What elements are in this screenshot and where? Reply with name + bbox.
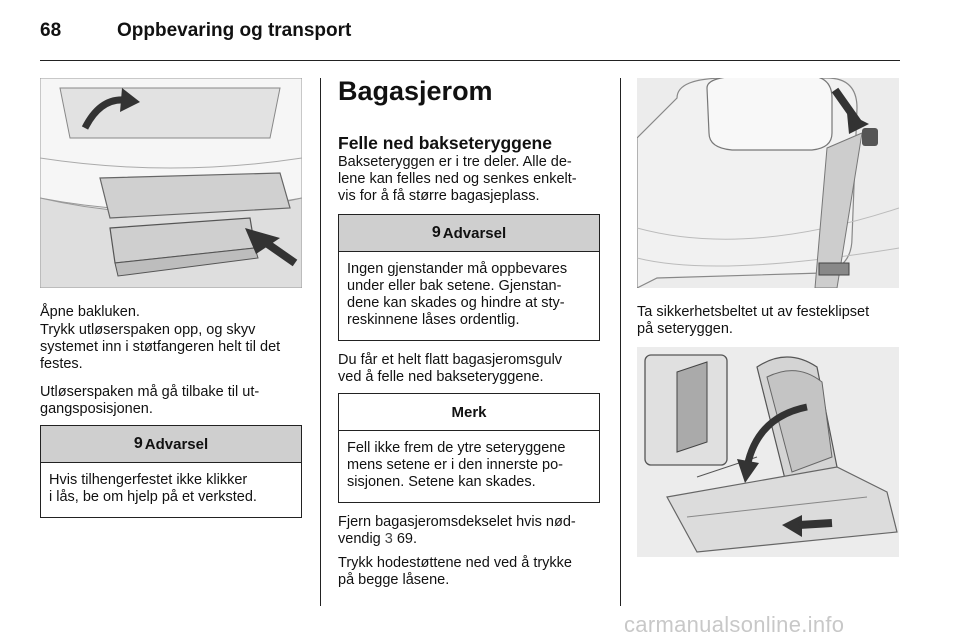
paragraph-line: vis for å få større bagasjeplass.: [338, 188, 540, 204]
note-title: Merk: [451, 403, 487, 421]
note-line: sisjonen. Setene kan skades.: [347, 474, 536, 490]
column-divider-left: [320, 78, 321, 606]
warning-line: i lås, be om hjelp på et verksted.: [49, 489, 257, 505]
section-title: Bagasjerom: [338, 76, 493, 106]
fold-seatback-illustration: [637, 347, 899, 557]
note-box: [338, 393, 600, 503]
paragraph-line: Trykk utløserspaken opp, og skyv: [40, 322, 256, 338]
paragraph-line: på begge låsene.: [338, 572, 450, 588]
warning-line: reskinnene låses ordentlig.: [347, 312, 520, 328]
paragraph-line: ved å felle ned bakseteryggene.: [338, 369, 544, 385]
column-divider-right: [620, 78, 621, 606]
paragraph-release-lever: [40, 322, 315, 373]
page-reference-link[interactable]: 69.: [392, 531, 418, 547]
warning-line: Hvis tilhengerfestet ikke klikker: [49, 472, 248, 488]
warning-title: Advarsel: [442, 224, 507, 242]
chapter-title: Oppbevaring og transport: [117, 20, 352, 41]
paragraph-text: vendig: [338, 531, 381, 547]
paragraph-line: Ta sikkerhetsbeltet ut av festeklipset: [637, 304, 870, 320]
step-open-tailgate: Åpne bakluken.: [40, 304, 140, 320]
warning-body: [41, 463, 301, 514]
warning-line: Ingen gjenstander må oppbevares: [347, 261, 568, 277]
warning-header: [41, 426, 301, 463]
page-reference-icon: 3: [384, 531, 393, 547]
seatbelt-clip-illustration: [637, 78, 899, 288]
paragraph-remove-cover: [338, 514, 608, 548]
warning-box-towbar: [40, 425, 302, 518]
paragraph-line: på seteryggen.: [637, 321, 733, 337]
warning-box-seats: [338, 214, 600, 341]
paragraph-line: festes.: [40, 356, 83, 372]
warning-body: [339, 252, 599, 337]
paragraph-remove-belt: [637, 304, 917, 338]
note-header: [339, 394, 599, 431]
warning-line: dene kan skades og hindre at sty-: [347, 295, 565, 311]
note-line: Fell ikke frem de ytre seteryggene: [347, 440, 566, 456]
paragraph-line: [338, 531, 608, 548]
paragraph-flat-floor: [338, 352, 608, 386]
paragraph-line: Fjern bagasjeromsdekselet hvis nød-: [338, 514, 576, 530]
warning-title: Advarsel: [144, 435, 209, 453]
note-line: mens setene er i den innerste po-: [347, 457, 564, 473]
paragraph-line: Utløserspaken må gå tilbake til ut-: [40, 384, 260, 400]
paragraph-lever-return: [40, 384, 315, 418]
paragraph-line: systemet inn i støtfangeren helt til det: [40, 339, 281, 355]
header-rule: [40, 60, 900, 61]
warning-line: under eller bak setene. Gjenstan-: [347, 278, 562, 294]
paragraph-headrests: [338, 555, 608, 589]
paragraph-seat-parts: [338, 154, 608, 205]
subsection-title: Felle ned bakseteryggene: [338, 133, 552, 153]
page-number: 68: [40, 20, 62, 41]
paragraph-line: gangsposisjonen.: [40, 401, 153, 417]
tailgate-towbar-illustration: [40, 78, 302, 288]
paragraph-line: Du får et helt flatt bagasjeromsgulv: [338, 352, 563, 368]
paragraph-line: Trykk hodestøttene ned ved å trykke: [338, 555, 572, 571]
warning-triangle-icon: 9: [133, 435, 143, 452]
paragraph-line: lene kan felles ned og senkes enkelt-: [338, 171, 577, 187]
warning-triangle-icon: 9: [431, 224, 441, 241]
warning-header: [339, 215, 599, 252]
footer-brand-watermark[interactable]: carmanualsonline.info: [624, 612, 845, 637]
note-body: [339, 431, 599, 499]
paragraph-line: Bakseteryggen er i tre deler. Alle de-: [338, 154, 572, 170]
